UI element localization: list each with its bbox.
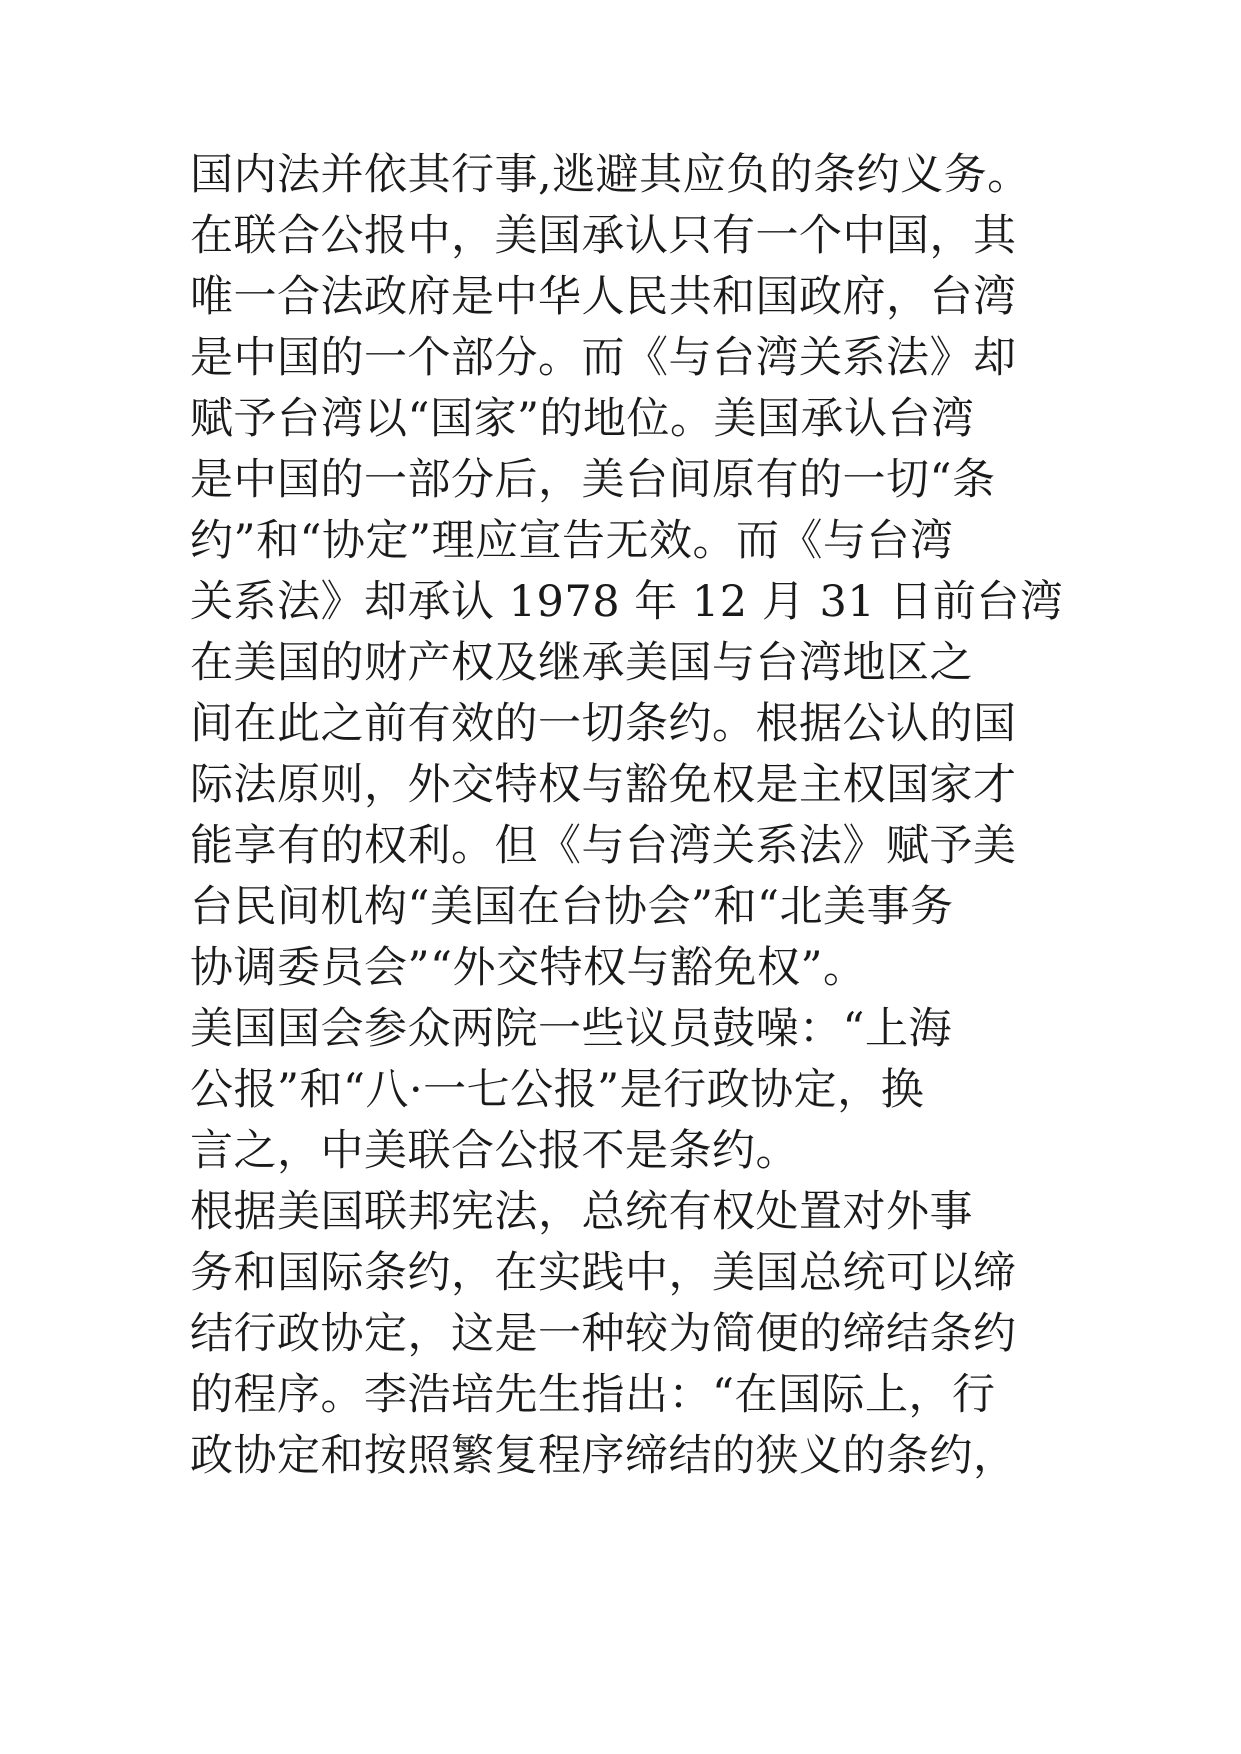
text-line: 美国国会参众两院一些议员鼓噪：“上海: [190, 1004, 952, 1054]
text-line: 间在此之前有效的一切条约。根据公认的国: [190, 699, 1017, 749]
text-line: 在美国的财产权及继承美国与台湾地区之: [190, 638, 973, 688]
text-line: 唯一合法政府是中华人民共和国政府，台湾: [190, 272, 1017, 322]
text-line: 根据美国联邦宪法，总统有权处置对外事: [190, 1187, 973, 1237]
text-line: 的程序。李浩培先生指出：“在国际上，行: [190, 1370, 996, 1420]
text-line: 言之，中美联合公报不是条约。: [190, 1126, 799, 1176]
text-line: 是中国的一部分后，美台间原有的一切“条: [190, 455, 996, 505]
text-line: 在联合公报中，美国承认只有一个中国，其: [190, 211, 1017, 261]
text-line: 赋予台湾以“国家”的地位。美国承认台湾: [190, 394, 975, 444]
text-line: 结行政协定，这是一种较为简便的缔结条约: [190, 1309, 1017, 1359]
text-line: 是中国的一个部分。而《与台湾关系法》却: [190, 333, 1017, 383]
text-line: 公报”和“八·一七公报”是行政协定，换: [190, 1065, 925, 1115]
text-line: 国内法并依其行事,逃避其应负的条约义务。: [190, 150, 1031, 200]
text-line: 际法原则，外交特权与豁免权是主权国家才: [190, 760, 1017, 810]
text-line: 协调委员会”“外交特权与豁免权”。: [190, 943, 867, 993]
text-line: 台民间机构“美国在台协会”和“北美事务: [190, 882, 954, 932]
body-text: [190, 145, 1230, 1487]
text-line: 约”和“协定”理应宣告无效。而《与台湾: [190, 516, 954, 566]
text-line: 务和国际条约，在实践中，美国总统可以缔: [190, 1248, 1017, 1298]
text-line: 能享有的权利。但《与台湾关系法》赋予美: [190, 821, 1017, 871]
text-line: 政协定和按照繁复程序缔结的狭义的条约，: [190, 1431, 1017, 1481]
text-line: 关系法》却承认 1978 年 12 月 31 日前台湾: [190, 577, 1064, 627]
